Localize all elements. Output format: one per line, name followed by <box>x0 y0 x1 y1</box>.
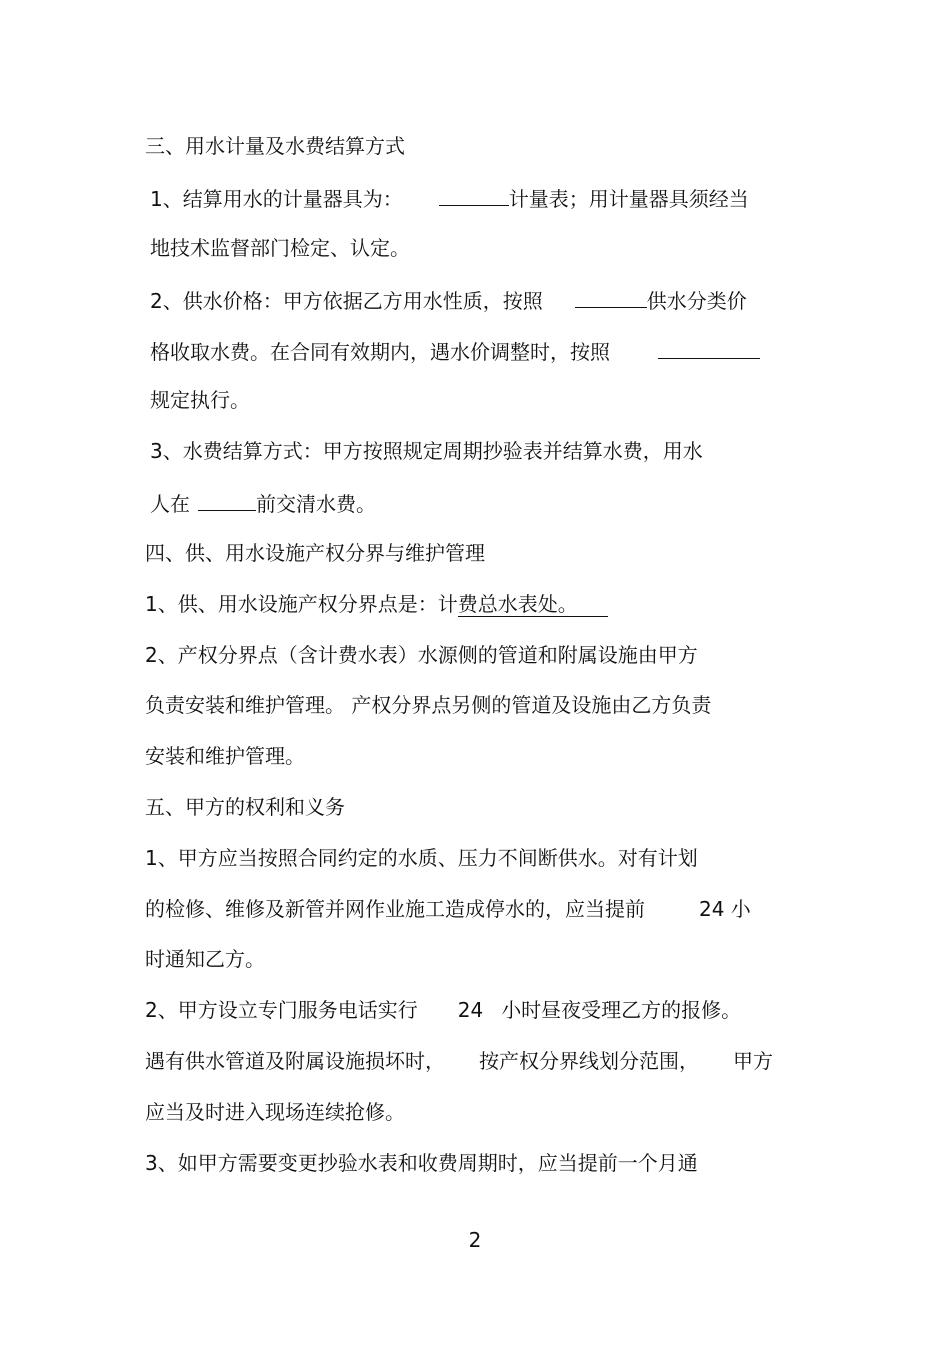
section-4-item-2-line-2: 负责安装和维护管理。 产权分界点另侧的管道及设施由乙方负责 <box>145 693 712 717</box>
section-5-item-2-line-2 <box>145 1049 773 1073</box>
section-3-item-2-line-3: 规定执行。 <box>150 388 250 412</box>
item-text: 1、结算用水的计量器具为： <box>150 187 403 211</box>
section-5-item-1-line-1: 1、甲方应当按照合同约定的水质、压力不间断供水。对有计划 <box>145 846 698 870</box>
page-number: 2 <box>468 1228 482 1252</box>
section-5-item-1-line-3: 时通知乙方。 <box>145 947 265 971</box>
item-text: 2、甲方设立专门服务电话实行 <box>145 998 418 1022</box>
item-text: 遇有供水管道及附属设施损坏时， <box>145 1049 445 1073</box>
item-text: 24 <box>457 998 484 1022</box>
item-text: 小时昼夜受理乙方的报修。 <box>501 998 742 1022</box>
item-text: 24 小 <box>699 897 751 921</box>
section-3-item-3-line-1: 3、水费结算方式：甲方按照规定周期抄验表并结算水费，用水 <box>150 439 703 463</box>
item-text: 计量表；用计量器具须经当 <box>508 187 749 211</box>
section-3-item-3-line-2 <box>150 490 376 516</box>
section-5-item-3-line-1: 3、如甲方需要变更抄验水表和收费周期时，应当提前一个月通 <box>145 1151 698 1175</box>
item-text: 供水分类价 <box>646 289 747 313</box>
section-3-item-2-line-2 <box>150 338 760 364</box>
section-5-item-1-line-2 <box>145 897 751 921</box>
section-3-item-2-line-1 <box>150 287 747 313</box>
underlined-value: 费总水表处。 <box>458 592 608 617</box>
section-3-heading: 三、用水计量及水费结算方式 <box>145 134 405 158</box>
fill-in-blank <box>658 338 760 359</box>
fill-in-blank <box>198 490 256 511</box>
item-text: 按产权分界线划分范围， <box>479 1049 699 1073</box>
section-4-heading: 四、供、用水设施产权分界与维护管理 <box>145 541 485 565</box>
section-3-item-1-line-1 <box>150 185 749 211</box>
section-4-item-1 <box>145 592 608 616</box>
item-text: 甲方 <box>733 1049 773 1073</box>
item-text: 人在 <box>150 492 190 516</box>
section-3-item-1-line-2: 地技术监督部门检定、认定。 <box>150 236 410 260</box>
section-4-item-2-line-1: 2、产权分界点（含计费水表）水源侧的管道和附属设施由甲方 <box>145 643 698 667</box>
fill-in-blank <box>439 185 509 206</box>
item-text: 1、供、用水设施产权分界点是：计 <box>145 592 458 616</box>
item-text: 前交清水费。 <box>256 492 376 516</box>
section-5-heading: 五、甲方的权利和义务 <box>145 795 345 819</box>
item-text: 格收取水费。在合同有效期内，遇水价调整时，按照 <box>150 340 610 364</box>
section-5-item-2-line-3: 应当及时进入现场连续抢修。 <box>145 1100 405 1124</box>
fill-in-blank <box>575 287 647 308</box>
item-text: 2、供水价格：甲方依据乙方用水性质，按照 <box>150 289 543 313</box>
section-4-item-2-line-3: 安装和维护管理。 <box>145 744 305 768</box>
section-5-item-2-line-1 <box>145 998 741 1022</box>
item-text: 的检修、维修及新管并网作业施工造成停水的，应当提前 <box>145 897 645 921</box>
